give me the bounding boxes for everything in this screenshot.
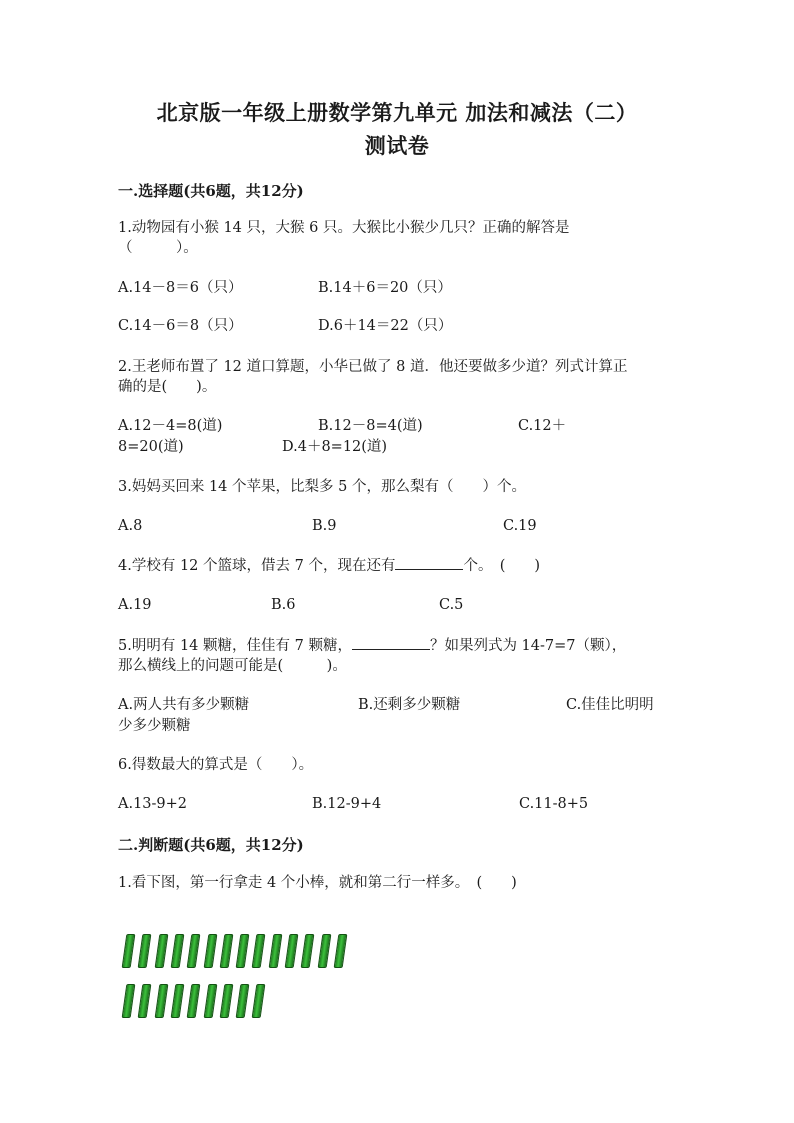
q5-option-a: A.两人共有多少颗糖 xyxy=(118,697,250,713)
q5-option-c-continued: 少多少颗糖 xyxy=(118,718,191,734)
stick-icon xyxy=(285,934,299,968)
q3-option-a: A.8 xyxy=(118,518,143,534)
question-5-text-after: ？如果列式为 14-7=7（颗）， xyxy=(429,638,627,654)
title-line-2: 测试卷 xyxy=(364,133,430,158)
stick-icon xyxy=(171,984,185,1018)
question-3: 3.妈妈买回来 14 个苹果，比梨多 5 个，那么梨有（ ）个。 xyxy=(118,479,526,495)
q5-option-c: C.佳佳比明明 xyxy=(566,697,654,713)
question-5-line-2: 那么横线上的问题可能是( )。 xyxy=(118,658,347,674)
q3-option-c: C.19 xyxy=(503,518,537,534)
question-2 xyxy=(118,357,678,397)
stick-icon xyxy=(187,934,201,968)
q2-option-a: A.12－4=8(道) xyxy=(118,418,223,434)
judge-question-1: 1.看下图，第一行拿走 4 个小棒，就和第二行一样多。 ( ) xyxy=(118,875,517,891)
question-2-line-2: 确的是( )。 xyxy=(118,379,217,395)
stick-icon xyxy=(252,934,266,968)
stick-icon xyxy=(203,984,217,1018)
section-judge-heading: 二.判断题(共6题，共12分) xyxy=(118,836,304,854)
question-4 xyxy=(118,555,678,576)
stick-icon xyxy=(236,934,250,968)
q2-option-c: C.12＋ xyxy=(518,418,567,434)
question-5 xyxy=(118,635,698,676)
q6-option-c: C.11-8+5 xyxy=(519,796,589,812)
q3-option-b: B.9 xyxy=(312,518,337,534)
q1-option-b: B.14＋6＝20（只） xyxy=(318,280,452,296)
q2-option-b: B.12－8=4(道) xyxy=(318,418,423,434)
q2-option-d: D.4＋8=12(道) xyxy=(282,439,388,455)
stick-icon xyxy=(122,984,136,1018)
stick-icon xyxy=(203,934,217,968)
stick-icon xyxy=(187,984,201,1018)
stick-icon xyxy=(236,984,250,1018)
q1-option-c: C.14－6＝8（只） xyxy=(118,318,243,334)
question-5-line-1 xyxy=(118,635,698,656)
question-4-text-after: 个。 ( ) xyxy=(463,558,541,574)
question-1-line-1: 1.动物园有小猴 14 只，大猴 6 只。大猴比小猴少几只？正确的解答是 xyxy=(118,220,570,236)
question-4-text-before: 4.学校有 12 个篮球，借去 7 个，现在还有 xyxy=(118,558,396,574)
q1-option-d: D.6＋14＝22（只） xyxy=(318,318,453,334)
q1-option-a: A.14－8＝6（只） xyxy=(118,280,243,296)
question-6: 6.得数最大的算式是（ ）。 xyxy=(118,757,314,773)
q4-option-b: B.6 xyxy=(271,597,296,613)
stick-icon xyxy=(154,934,168,968)
stick-icon xyxy=(219,934,233,968)
stick-icon xyxy=(334,934,348,968)
stick-icon xyxy=(138,934,152,968)
question-1-line-2: （ ）。 xyxy=(118,240,198,256)
stick-icon xyxy=(301,934,315,968)
q6-option-b: B.12-9+4 xyxy=(312,796,382,812)
question-5-blank[interactable] xyxy=(352,635,430,650)
stick-icon xyxy=(268,934,282,968)
stick-icon xyxy=(122,934,136,968)
stick-icon xyxy=(154,984,168,1018)
question-5-text-before: 5.明明有 14 颗糖，佳佳有 7 颗糖， xyxy=(118,638,352,654)
stick-icon xyxy=(219,984,233,1018)
section-choice-heading: 一.选择题(共6题，共12分) xyxy=(118,182,304,200)
q2-option-c-continued: 8=20(道) xyxy=(118,439,184,455)
title-line-1: 北京版一年级上册数学第九单元 加法和减法（二） xyxy=(156,100,638,125)
stick-icon xyxy=(138,984,152,1018)
question-1 xyxy=(118,218,678,258)
q5-option-b: B.还剩多少颗糖 xyxy=(358,697,461,713)
stick-icon xyxy=(252,984,266,1018)
question-2-line-1: 2.王老师布置了 12 道口算题，小华已做了 8 道．他还要做多少道？列式计算正 xyxy=(118,359,628,375)
q6-option-a: A.13-9+2 xyxy=(118,796,188,812)
stick-icon xyxy=(171,934,185,968)
q4-option-a: A.19 xyxy=(118,597,152,613)
q4-option-c: C.5 xyxy=(439,597,464,613)
question-4-blank[interactable] xyxy=(395,555,463,570)
stick-icon xyxy=(317,934,331,968)
